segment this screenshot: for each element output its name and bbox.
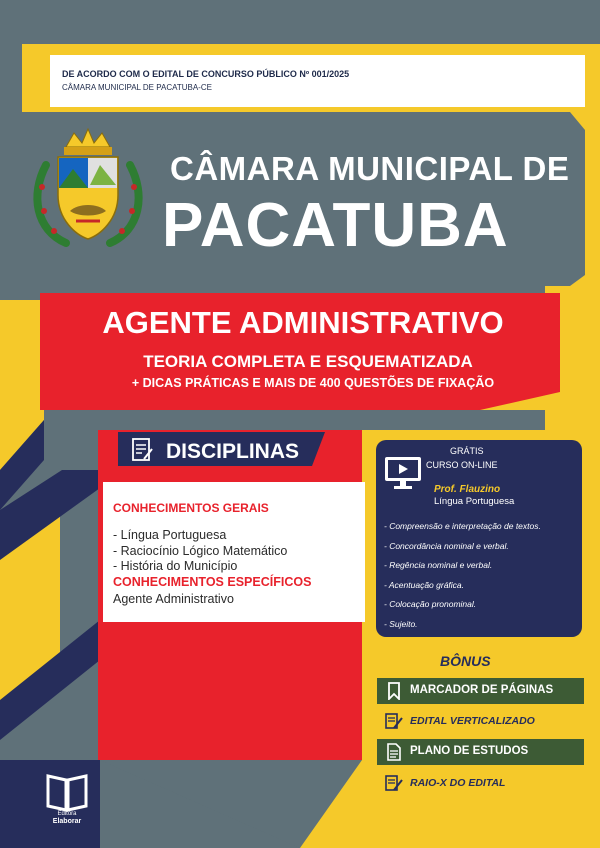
- bonus-item-marcador: [377, 678, 584, 704]
- course-teacher: Prof. Flauzino: [434, 484, 501, 495]
- course-subject: Língua Portuguesa: [434, 496, 515, 507]
- bonus-item-label: RAIO-X DO EDITAL: [410, 777, 506, 789]
- edital-header-line1: DE ACORDO COM O EDITAL DE CONCURSO PÚBLICO Nº 001/2025: [62, 69, 350, 79]
- list-item: - Língua Portuguesa: [113, 528, 227, 542]
- edit-document-icon: [385, 712, 403, 730]
- list-item: - Raciocínio Lógico Matemático: [113, 543, 288, 558]
- bonus-title: BÔNUS: [440, 653, 491, 669]
- bookmark-icon: [385, 682, 403, 700]
- edital-header-box: [50, 55, 585, 107]
- list-item: - Acentuação gráfica.: [384, 579, 465, 590]
- course-topics: [384, 517, 541, 635]
- conhecimentos-gerais-title: CONHECIMENTOS GERAIS: [113, 501, 269, 515]
- role-extra: + DICAS PRÁTICAS E MAIS DE 400 QUESTÕES DE FIXAÇÃO: [131, 376, 495, 390]
- conhecimentos-gerais-list: [113, 528, 287, 575]
- publisher-name: [40, 811, 94, 825]
- list-item: - Regência nominal e verbal.: [384, 560, 493, 571]
- publisher-line2: Elaborar: [52, 818, 82, 825]
- bonus-item-edital: [377, 708, 584, 734]
- role-subtitle: TEORIA COMPLETA E ESQUEMATIZADA: [143, 352, 473, 371]
- list-item: - Concordância nominal e verbal.: [384, 540, 509, 551]
- bonus-item-raio-x: [377, 770, 584, 796]
- coat-of-arms-icon: [28, 125, 148, 255]
- bonus-item-label: PLANO DE ESTUDOS: [410, 745, 529, 757]
- bonus-item-label: EDITAL VERTICALIZADO: [410, 715, 535, 727]
- bonus-item-plano: [377, 739, 584, 765]
- list-item: - Compreensão e interpretação de textos.: [384, 521, 541, 531]
- course-gratis: GRÁTIS: [450, 446, 484, 456]
- edit-document-icon: [385, 774, 403, 792]
- title-line1: CÂMARA MUNICIPAL DE: [170, 150, 570, 187]
- conhecimentos-especificos-title: CONHECIMENTOS ESPECÍFICOS: [113, 575, 312, 589]
- list-item: - Sujeito.: [384, 618, 418, 629]
- document-icon: [130, 437, 154, 463]
- conhecimentos-especificos-body: Agente Administrativo: [113, 592, 234, 606]
- list-item: - História do Município: [113, 559, 238, 573]
- monitor-play-icon: [383, 455, 425, 491]
- edital-header-line2: CÂMARA MUNICIPAL DE PACATUBA-CE: [62, 83, 212, 92]
- title-line2: PACATUBA: [162, 191, 509, 260]
- role-title: AGENTE ADMINISTRATIVO: [102, 305, 504, 340]
- list-item: - Colocação pronominal.: [384, 599, 477, 610]
- disciplinas-label: DISCIPLINAS: [166, 440, 300, 463]
- course-online: CURSO ON-LINE: [426, 460, 498, 470]
- bonus-item-label: MARCADOR DE PÁGINAS: [410, 684, 554, 696]
- publisher-line1: Editora: [57, 811, 77, 817]
- document-icon: [385, 743, 403, 761]
